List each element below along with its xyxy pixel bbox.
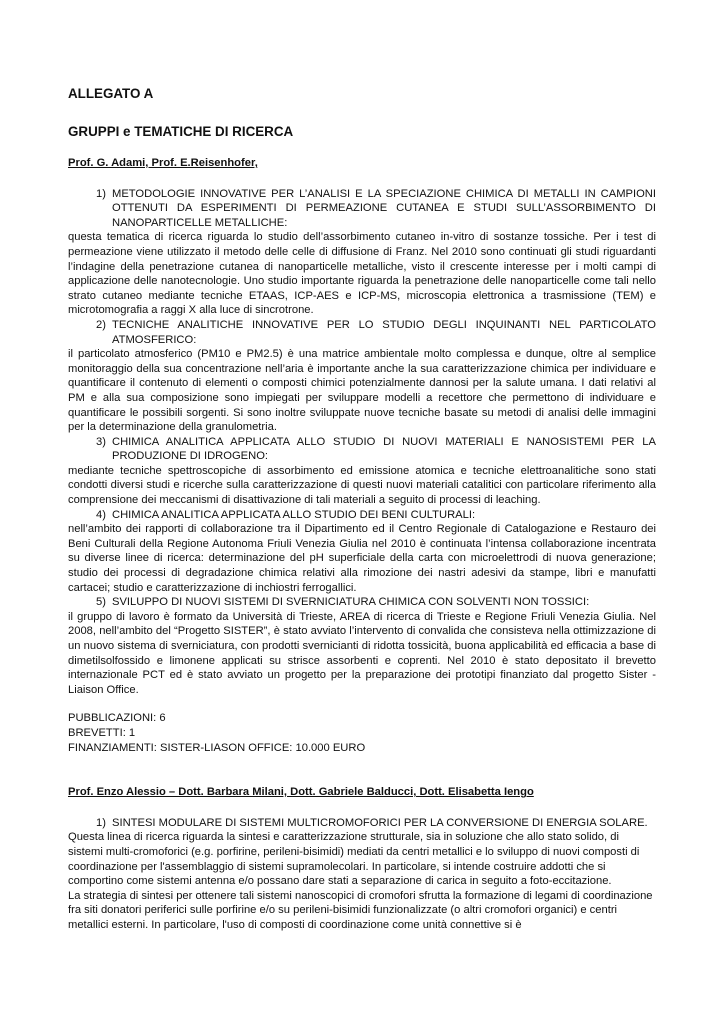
s1-item3-title <box>68 435 656 464</box>
s1-item4-body: nell’ambito dei rapporti di collaborazione tra il Dipartimento ed il Centro Regionale di Catalogazione e Restauro dei Beni Culturali della Regione Autonoma Friuli Venezia Giulia nel 2010 è continuata l’intensa collaborazione incentrata su diverse linee di ricerca: determinazione del pH superficiale della carta con microelettrodi di nuova generazione; studio dei processi di degradazione chimica relativi alla rimozione dei nastri adesivi da stampe, libri e manufatti cartacei; studio e caratterizzazione di inchiostri ferrogallici. <box>68 523 656 594</box>
s1-item3-body: mediante tecniche spettroscopiche di assorbimento ed emissione atomica e tecniche elettroanalitiche sono stati condotti diversi studi e ricerche sulla caratterizzazione di questi nuovi materiali catalitici con particolare riferimento alla comprensione dei meccanismi di disattivazione di tali materiali a seguito di processi di leaching. <box>68 464 656 507</box>
s2-item1-number: 1) <box>96 816 106 829</box>
s1-item4-title <box>68 508 656 523</box>
s1-item2-title-text: TECNICHE ANALITICHE INNOVATIVE PER LO STUDIO DEGLI INQUINANTI NEL PARTICOLATO ATMOSFERICO: <box>112 318 656 346</box>
s1-item1-title-text: METODOLOGIE INNOVATIVE PER L’ANALISI E LA SPECIAZIONE CHIMICA DI METALLI IN CAMPIONI OTTENUTI DA ESPERIMENTI DI PERMEAZIONE CUTANEA E STUDI SULL’ASSORBIMENTO DI NANOPARTICELLE METALLICHE: <box>112 187 656 229</box>
s1-item1-number: 1) <box>96 187 106 200</box>
s2-item1-body: Questa linea di ricerca riguarda la sintesi e caratterizzazione strutturale, sia in soluzione che allo stato solido, di sistemi multi-cromoforici (e.g. porfirine, perileni-bisimidi) mediati da centri metallici e lo sviluppo di nuovi composti di coordinazione per l'assemblaggio di sistemi supramolecolari. In particolare, si intende costruire addotti che si comportino come sistemi antenna e/o possano dare stati a separazione di carica in seguito a foto-eccitazione. <box>68 831 640 888</box>
s1-item1-body: questa tematica di ricerca riguarda lo studio dell’assorbimento cutaneo in-vitro di sostanze tossiche. Per i test di permeazione viene utilizzato il metodo delle celle di diffusione di Franz. Nel 2010 sono continuati gli studi riguardanti l’indagine della penetrazione cutanea di nanoparticelle metalliche, visto il crescente interesse per i molti campi di applicazione delle nanotecnologie. Uno studio importante riguarda la penetrazione delle nanoparticelle come tali nello strato cutaneo mediante tecniche ETAAS, ICP-AES e ICP-MS, microscopia elettronica a trasmissione (TEM) e microtomografia a raggi X alla luce di sincrotrone. <box>68 231 656 317</box>
s1-item5-number: 5) <box>96 596 106 609</box>
s1-item4-number: 4) <box>96 508 106 521</box>
s1-item3-number: 3) <box>96 435 106 448</box>
heading-allegato: ALLEGATO A <box>68 86 154 101</box>
s2-item1-title-text: SINTESI MODULARE DI SISTEMI MULTICROMOFORICI PER LA CONVERSIONE DI ENERGIA SOLARE. <box>112 816 648 829</box>
section2-professors: Prof. Enzo Alessio – Dott. Barbara Milani, Dott. Gabriele Balducci, Dott. Elisabetta Iengo <box>68 786 534 799</box>
s1-item2-title <box>68 318 656 347</box>
s1-item2-body: il particolato atmosferico (PM10 e PM2.5) è una matrice ambientale molto complessa e dunque, oltre al semplice monitoraggio della sua concentrazione nell’aria è importante anche la sua caratterizzazione chimica per individuare e quantificare il contenuto di elementi o composti chimici potenzialmente dannosi per la salute umana. I dati relativi al PM e alla sua composizione sono impiegati per sviluppare modelli a recettore che permettono di individuare e quantificare le possibili sorgenti. Si sono inoltre sviluppate nuove tecniche basate su metodi di analisi delle immagini per la determinazione della granulometria. <box>68 348 656 434</box>
pubblicazioni-count: PUBBLICAZIONI: 6 <box>68 712 166 725</box>
spacer <box>68 697 656 711</box>
s1-item4-title-text: CHIMICA ANALITICA APPLICATA ALLO STUDIO DEI BENI CULTURALI: <box>112 508 476 521</box>
heading-gruppi: GRUPPI e TEMATICHE DI RICERCA <box>68 124 294 139</box>
brevetti-count: BREVETTI: 1 <box>68 726 136 739</box>
s2-item1-title <box>68 816 656 831</box>
s1-item3-title-text: CHIMICA ANALITICA APPLICATA ALLO STUDIO DI NUOVI MATERIALI E NANOSISTEMI PER LA PRODUZIONE DI IDROGENO: <box>112 435 656 463</box>
s1-item5-title <box>68 595 656 610</box>
s2-item1-body-continued: La strategia di sintesi per ottenere tali sistemi nanoscopici di cromofori sfrutta la formazione di legami di coordinazione fra siti donatori periferici sulle porfirine e/o su perileni-bisimidi funzionalizzate (o altri cromofori organici) e centri metallici esterni. In particolare, l'uso di composti di coordinazione come unità connettive si è <box>68 889 653 931</box>
s1-item1-title <box>68 187 656 231</box>
section1-professors: Prof. G. Adami, Prof. E.Reisenhofer, <box>68 157 258 169</box>
s1-item5-title-text: SVILUPPO DI NUOVI SISTEMI DI SVERNICIATURA CHIMICA CON SOLVENTI NON TOSSICI: <box>112 596 590 609</box>
finanziamenti-amount: FINANZIAMENTI: SISTER-LIASON OFFICE: 10.000 EURO <box>68 741 366 754</box>
document-page <box>68 86 656 933</box>
s1-item5-body: il gruppo di lavoro è formato da Università di Trieste, AREA di ricerca di Trieste e Regione Friuli Venezia Giulia. Nel 2008, nell’ambito del “Progetto SISTER”, è stato avviato l’intervento di convalida che consisteva nella ottimizzazione di un nuovo sistema di sverniciatura, con prodotti svernicianti di ridotta tossicità, buona applicabilità ed efficacia a base di dimetilsolfossido e limonene applicati su strisce assorbenti e coprenti. Nel 2010 è stato depositato il brevetto internazionale PCT ed è stato avviato un progetto per la preparazione dei prototipi finanziato dal progetto Sister - Liaison Office. <box>68 610 656 696</box>
s1-item2-number: 2) <box>96 318 106 331</box>
spacer <box>68 755 656 785</box>
